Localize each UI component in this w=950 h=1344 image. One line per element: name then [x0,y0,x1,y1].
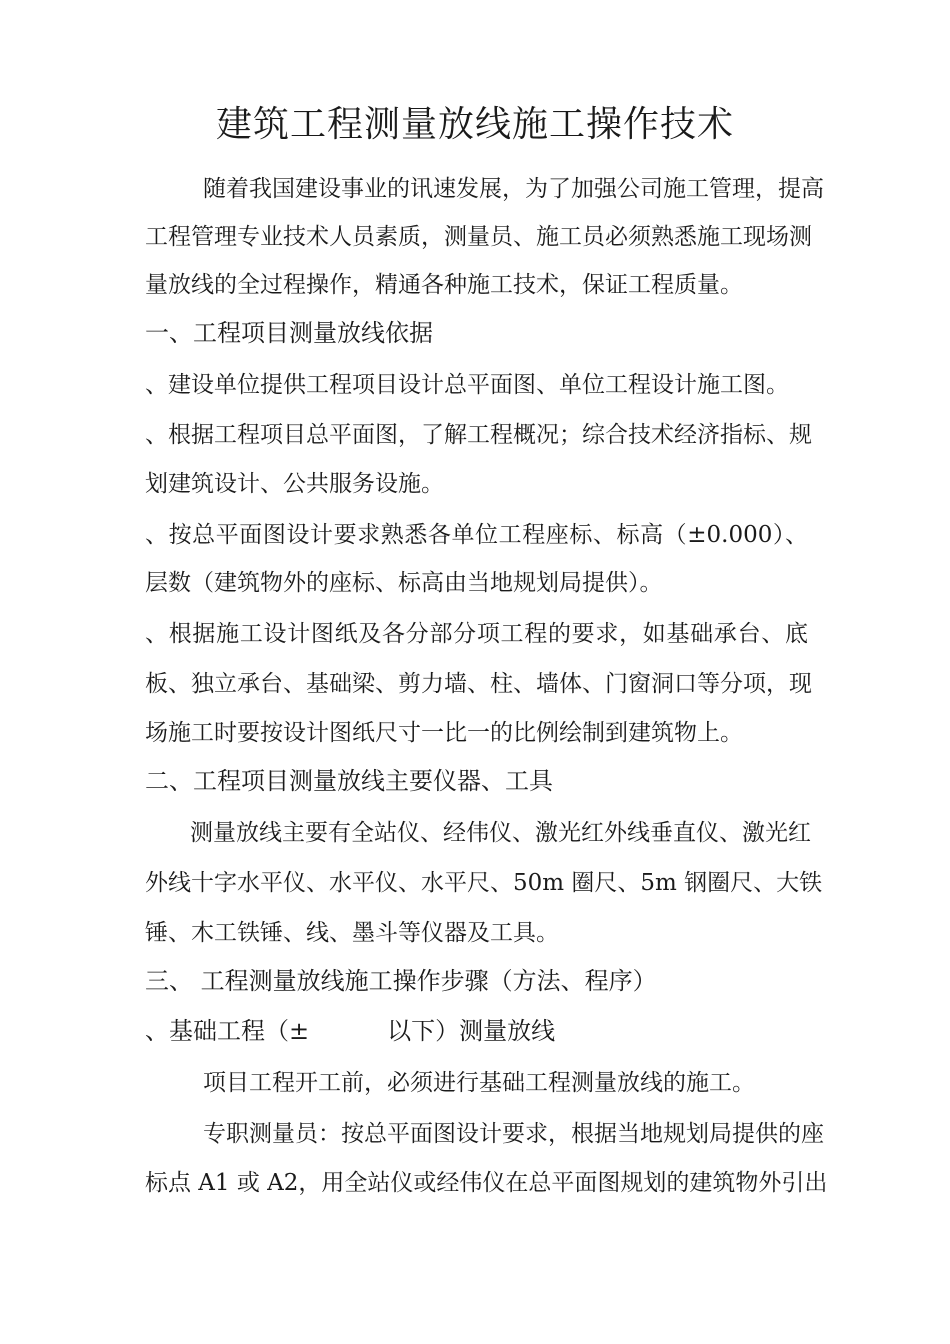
section-1-item-4-cont-1: 板、独立承台、基础梁、剪力墙、柱、墙体、门窗洞口等分项，现 [145,671,812,697]
section-1-item-4-cont-2: 场施工时要按设计图纸尺寸一比一的比例绘制到建筑物上。 [145,720,743,746]
section-3-subheading-right: 以下）测量放线 [387,1017,556,1045]
section-3-line-1: 项目工程开工前，必须进行基础工程测量放线的施工。 [203,1070,755,1096]
section-2-line-2: 外线十字水平仪、水平仪、水平尺、50m 圈尺、5m 钢圈尺、大铁 [145,870,823,896]
section-1-item-1: 、建设单位提供工程项目设计总平面图、单位工程设计施工图。 [145,372,789,398]
section-3-subheading [145,1014,555,1048]
section-1-item-4: 、根据施工设计图纸及各分部分项工程的要求，如基础承台、底 [145,621,808,647]
section-2-line-1: 测量放线主要有全站仪、经伟仪、激光红外线垂直仪、激光红 [190,820,811,846]
section-3-subheading-left: 、基础工程（± [145,1017,310,1045]
section-1-heading: 一、工程项目测量放线依据 [145,319,433,347]
section-1-item-3: 、按总平面图设计要求熟悉各单位工程座标、标高（±0.000）、 [145,522,808,548]
section-1-item-2: 、根据工程项目总平面图，了解工程概况；综合技术经济指标、规 [145,422,812,448]
intro-line-3: 量放线的全过程操作，精通各种施工技术，保证工程质量。 [145,272,743,298]
section-2-heading: 二、工程项目测量放线主要仪器、工具 [145,767,553,795]
section-2-line-3: 锤、木工铁锤、线、墨斗等仪器及工具。 [145,920,559,946]
section-1-item-2-cont: 划建筑设计、公共服务设施。 [145,471,444,497]
section-3-line-2: 专职测量员：按总平面图设计要求，根据当地规划局提供的座 [203,1121,824,1147]
section-3-line-3: 标点 A1 或 A2，用全站仪或经伟仪在总平面图规划的建筑物外引出 [145,1170,828,1196]
intro-line-2: 工程管理专业技术人员素质，测量员、施工员必须熟悉施工现场测 [145,224,812,250]
intro-line-1: 随着我国建设事业的讯速发展，为了加强公司施工管理，提高 [203,176,824,202]
section-1-item-3-cont: 层数（建筑物外的座标、标高由当地规划局提供）。 [145,570,663,596]
document-title: 建筑工程测量放线施工操作技术 [215,104,734,145]
section-3-heading: 三、 工程测量放线施工操作步骤（方法、程序） [145,967,657,995]
